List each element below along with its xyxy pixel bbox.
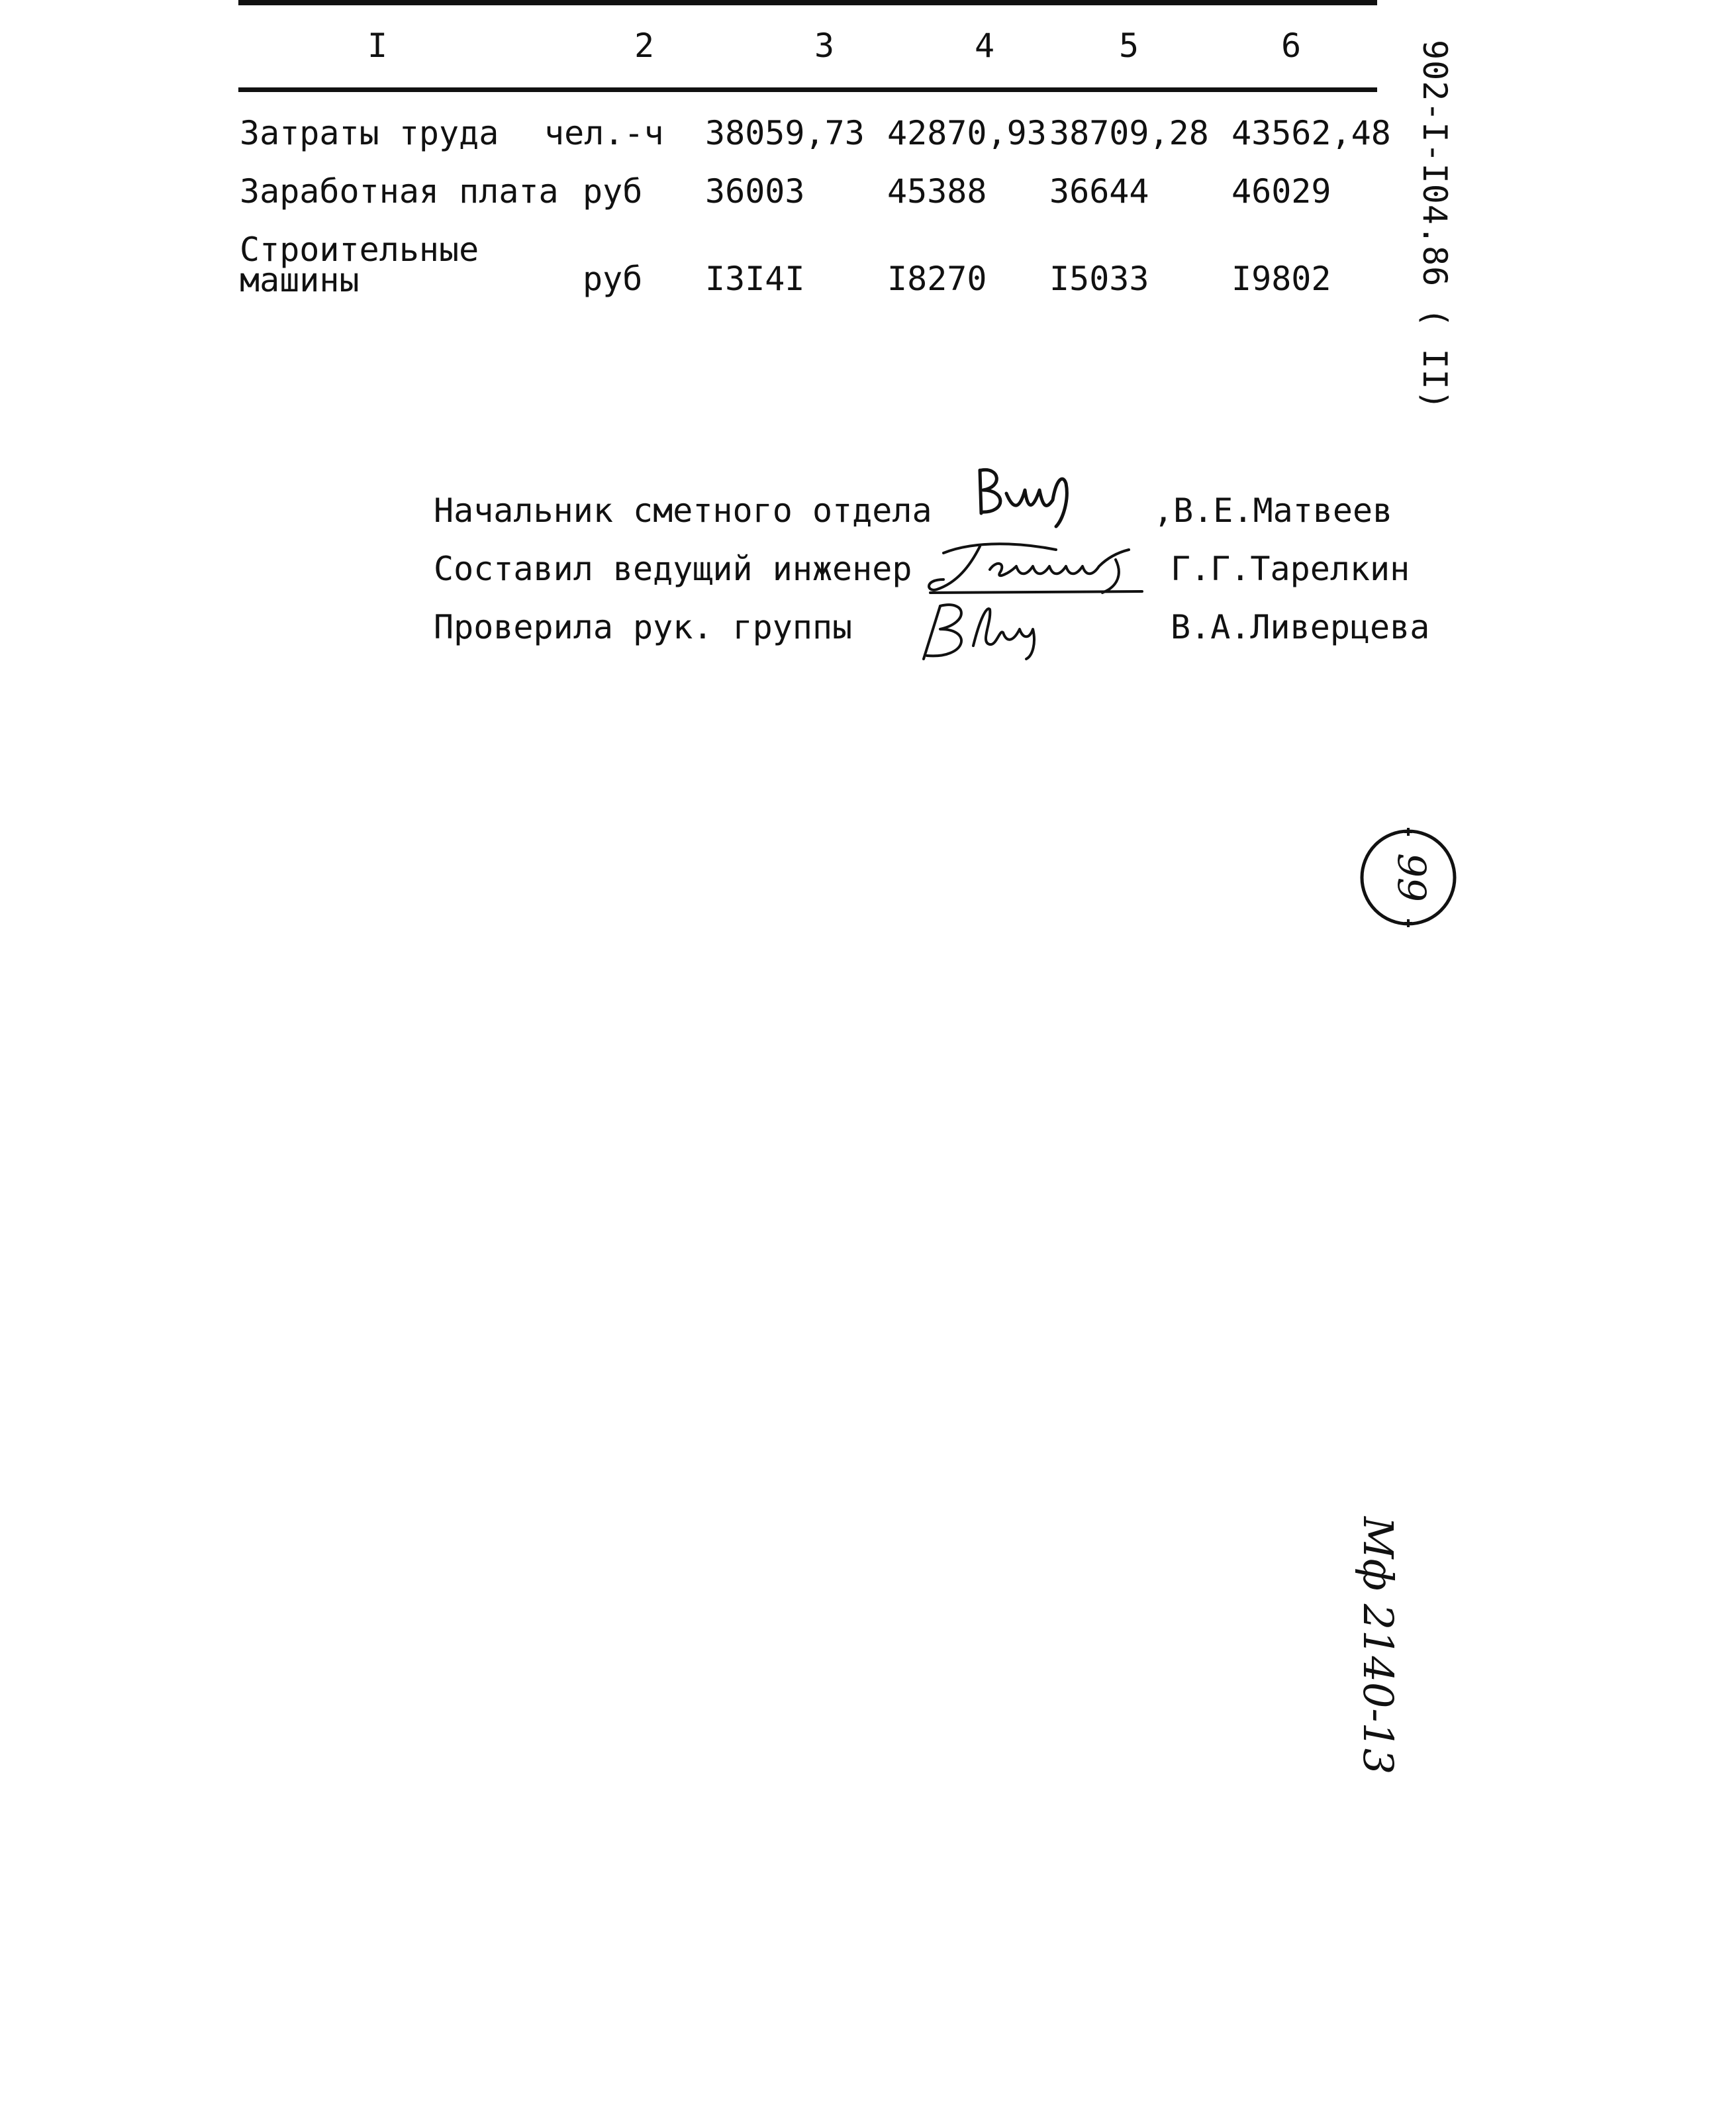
archive-stamp: Мф 2140-13 (1354, 1517, 1402, 1775)
row-wages-value-3: 36003 (705, 172, 805, 211)
signature-role-2: Составил ведущий инженер (434, 550, 912, 588)
header-col-4: 4 (975, 26, 995, 65)
row-machines-value-5: I5033 (1049, 260, 1149, 298)
table-top-rule (238, 0, 1377, 5)
header-col-1: I (367, 26, 388, 65)
header-col-3: 3 (814, 26, 835, 65)
row-machines-unit: руб (583, 260, 643, 298)
row-labor-value-4: 42870,93 (887, 114, 1047, 152)
signature-role-1: Начальник сметного отдела (434, 491, 932, 530)
table-header-rule (238, 87, 1377, 92)
row-wages-value-6: 46029 (1231, 172, 1331, 211)
row-labor-value-5: 38709,28 (1049, 114, 1209, 152)
row-machines-value-3: I3I4I (705, 260, 805, 298)
row-wages-unit: руб (583, 172, 643, 211)
row-machines-value-6: I9802 (1231, 260, 1331, 298)
header-col-5: 5 (1119, 26, 1139, 65)
row-labor-value-6: 43562,48 (1231, 114, 1391, 152)
row-machines-name-line1: Строительные (240, 230, 479, 269)
page-number-circle (1359, 828, 1458, 927)
row-machines-name-line2: машины (240, 261, 360, 299)
handwritten-signature-1 (967, 460, 1086, 540)
document-code: 902-I-I04.86 ( II) (1416, 40, 1454, 411)
row-labor-name: Затраты труда (240, 114, 499, 152)
page-number-text: 99 (1388, 853, 1434, 902)
signature-role-3: Проверила рук. группы (434, 608, 853, 646)
signature-name-1: ,В.Е.Матвеев (1153, 491, 1393, 530)
row-wages-value-4: 45388 (887, 172, 987, 211)
header-col-6: 6 (1281, 26, 1302, 65)
row-labor-unit: чел.-ч (544, 114, 664, 152)
handwritten-signature-3 (914, 593, 1046, 666)
row-labor-value-3: 38059,73 (705, 114, 865, 152)
row-wages-name: Заработная плата (240, 172, 559, 211)
header-col-2: 2 (634, 26, 655, 65)
signature-name-2: Г.Г.Тарелкин (1171, 550, 1410, 588)
page-number-badge (1359, 828, 1458, 927)
signature-name-3: В.А.Ливерцева (1171, 608, 1430, 646)
row-wages-value-5: 36644 (1049, 172, 1149, 211)
row-machines-value-4: I8270 (887, 260, 987, 298)
